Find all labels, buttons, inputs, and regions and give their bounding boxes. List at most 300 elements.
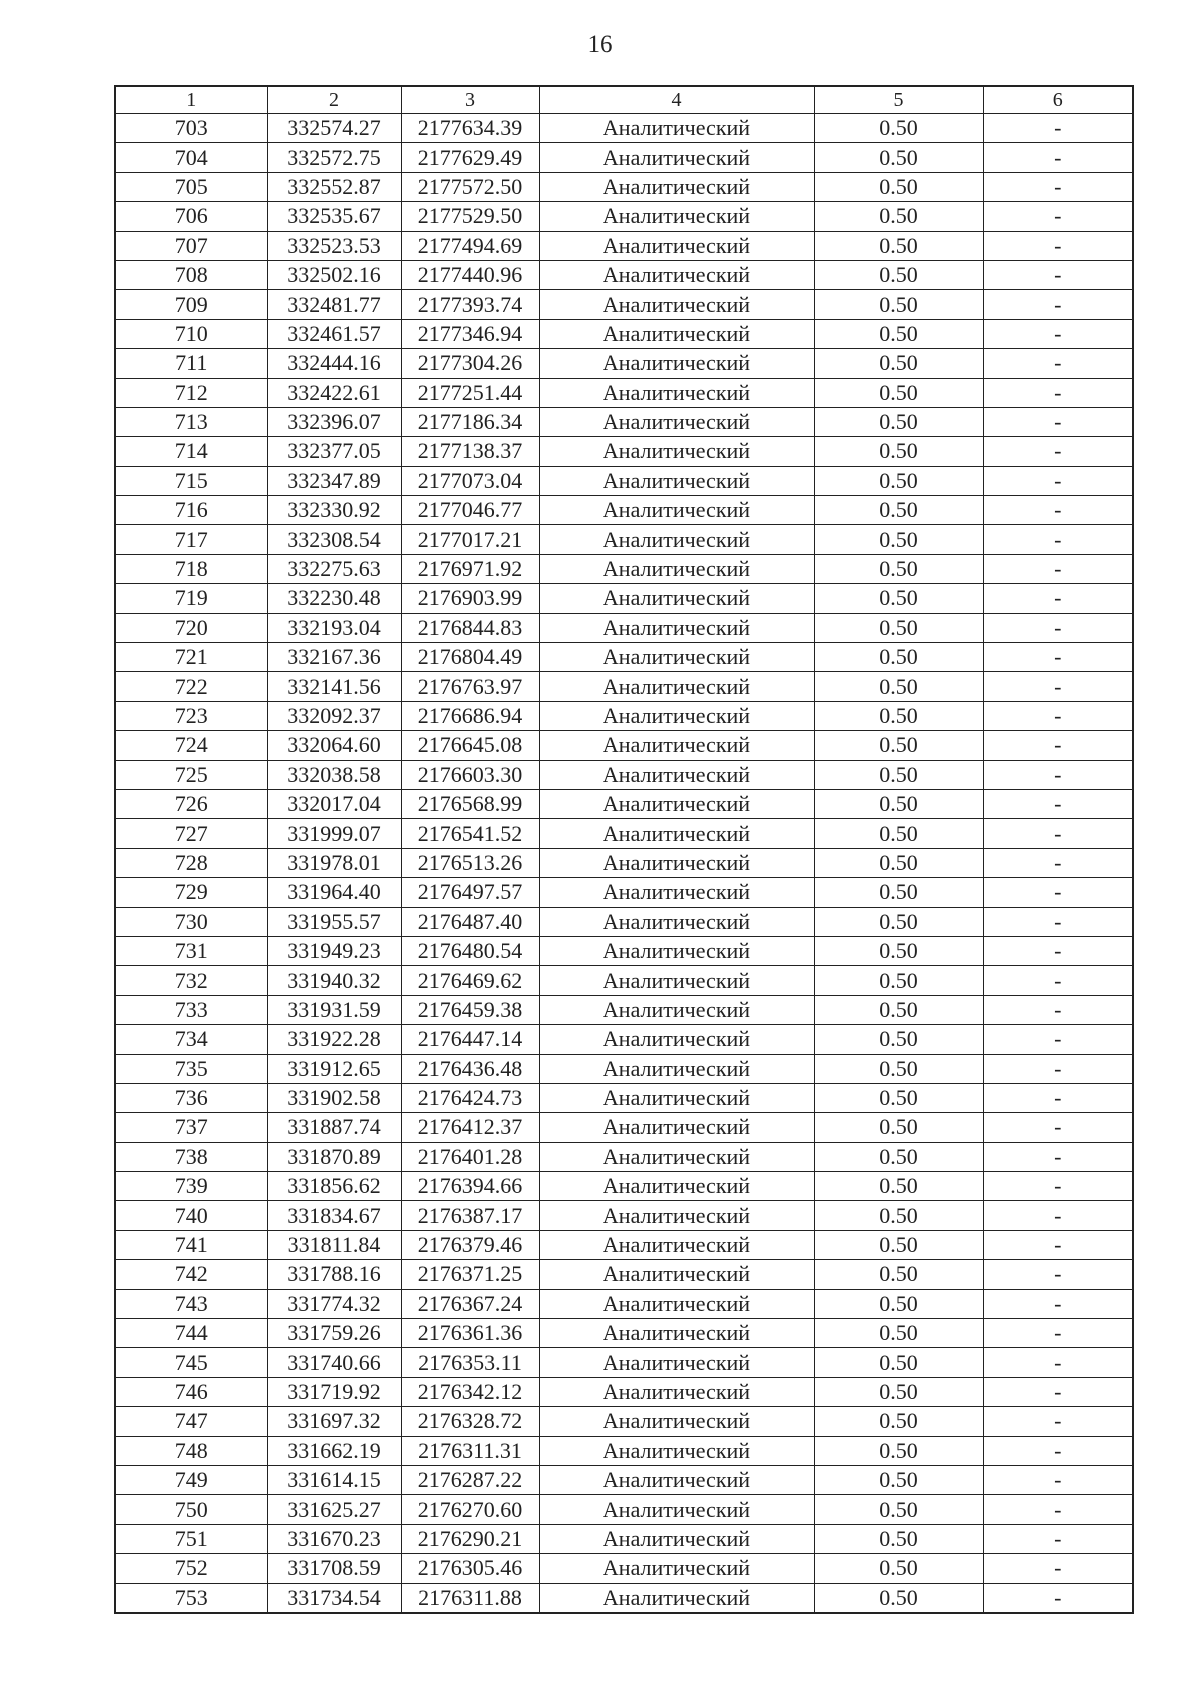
- accuracy-cell: 0.50: [814, 1230, 983, 1259]
- accuracy-cell: 0.50: [814, 1025, 983, 1054]
- x-coordinate-cell: 331719.92: [267, 1377, 401, 1406]
- accuracy-cell: 0.50: [814, 1407, 983, 1436]
- table-row: [115, 1201, 1133, 1230]
- point-number-cell: 736: [115, 1083, 267, 1112]
- method-cell: Аналитический: [539, 907, 814, 936]
- column-header-1: 1: [115, 86, 267, 114]
- accuracy-cell: 0.50: [814, 554, 983, 583]
- y-coordinate-cell: 2177440.96: [401, 260, 539, 289]
- description-cell: -: [983, 819, 1133, 848]
- table-body: [115, 114, 1133, 1613]
- y-coordinate-cell: 2177046.77: [401, 496, 539, 525]
- table-row: [115, 1377, 1133, 1406]
- method-cell: Аналитический: [539, 1083, 814, 1112]
- x-coordinate-cell: 332572.75: [267, 143, 401, 172]
- x-coordinate-cell: 331902.58: [267, 1083, 401, 1112]
- table-row: [115, 848, 1133, 877]
- description-cell: -: [983, 1289, 1133, 1318]
- table-row: [115, 349, 1133, 378]
- table-row: [115, 1495, 1133, 1524]
- point-number-cell: 737: [115, 1113, 267, 1142]
- accuracy-cell: 0.50: [814, 143, 983, 172]
- y-coordinate-cell: 2177186.34: [401, 407, 539, 436]
- description-cell: -: [983, 1083, 1133, 1112]
- point-number-cell: 714: [115, 437, 267, 466]
- point-number-cell: 750: [115, 1495, 267, 1524]
- table-row: [115, 1054, 1133, 1083]
- x-coordinate-cell: 332574.27: [267, 114, 401, 143]
- table-row: [115, 1348, 1133, 1377]
- accuracy-cell: 0.50: [814, 319, 983, 348]
- method-cell: Аналитический: [539, 378, 814, 407]
- table-row: [115, 995, 1133, 1024]
- table-row: [115, 114, 1133, 143]
- accuracy-cell: 0.50: [814, 407, 983, 436]
- accuracy-cell: 0.50: [814, 290, 983, 319]
- table-row: [115, 1289, 1133, 1318]
- y-coordinate-cell: 2176436.48: [401, 1054, 539, 1083]
- point-number-cell: 722: [115, 672, 267, 701]
- description-cell: -: [983, 760, 1133, 789]
- accuracy-cell: 0.50: [814, 172, 983, 201]
- point-number-cell: 748: [115, 1436, 267, 1465]
- accuracy-cell: 0.50: [814, 466, 983, 495]
- description-cell: -: [983, 701, 1133, 730]
- description-cell: -: [983, 643, 1133, 672]
- point-number-cell: 751: [115, 1524, 267, 1553]
- point-number-cell: 746: [115, 1377, 267, 1406]
- y-coordinate-cell: 2176379.46: [401, 1230, 539, 1259]
- accuracy-cell: 0.50: [814, 878, 983, 907]
- description-cell: -: [983, 1113, 1133, 1142]
- method-cell: Аналитический: [539, 437, 814, 466]
- y-coordinate-cell: 2176387.17: [401, 1201, 539, 1230]
- y-coordinate-cell: 2177393.74: [401, 290, 539, 319]
- method-cell: Аналитический: [539, 643, 814, 672]
- description-cell: -: [983, 936, 1133, 965]
- accuracy-cell: 0.50: [814, 643, 983, 672]
- page-number: 16: [587, 31, 613, 58]
- accuracy-cell: 0.50: [814, 114, 983, 143]
- column-header-5: 5: [814, 86, 983, 114]
- table-row: [115, 1524, 1133, 1553]
- x-coordinate-cell: 332017.04: [267, 789, 401, 818]
- method-cell: Аналитический: [539, 1319, 814, 1348]
- point-number-cell: 709: [115, 290, 267, 319]
- point-number-cell: 703: [115, 114, 267, 143]
- method-cell: Аналитический: [539, 613, 814, 642]
- table-row: [115, 1554, 1133, 1583]
- accuracy-cell: 0.50: [814, 1377, 983, 1406]
- x-coordinate-cell: 332275.63: [267, 554, 401, 583]
- method-cell: Аналитический: [539, 143, 814, 172]
- description-cell: -: [983, 731, 1133, 760]
- description-cell: -: [983, 319, 1133, 348]
- point-number-cell: 731: [115, 936, 267, 965]
- accuracy-cell: 0.50: [814, 1260, 983, 1289]
- y-coordinate-cell: 2177529.50: [401, 202, 539, 231]
- description-cell: -: [983, 1172, 1133, 1201]
- accuracy-cell: 0.50: [814, 1113, 983, 1142]
- description-cell: -: [983, 907, 1133, 936]
- method-cell: Аналитический: [539, 1407, 814, 1436]
- table-row: [115, 1230, 1133, 1259]
- x-coordinate-cell: 331774.32: [267, 1289, 401, 1318]
- description-cell: -: [983, 995, 1133, 1024]
- description-cell: -: [983, 1230, 1133, 1259]
- accuracy-cell: 0.50: [814, 1172, 983, 1201]
- method-cell: Аналитический: [539, 995, 814, 1024]
- accuracy-cell: 0.50: [814, 760, 983, 789]
- method-cell: Аналитический: [539, 731, 814, 760]
- x-coordinate-cell: 331940.32: [267, 966, 401, 995]
- point-number-cell: 740: [115, 1201, 267, 1230]
- x-coordinate-cell: 331856.62: [267, 1172, 401, 1201]
- description-cell: -: [983, 1495, 1133, 1524]
- description-cell: -: [983, 554, 1133, 583]
- point-number-cell: 724: [115, 731, 267, 760]
- accuracy-cell: 0.50: [814, 966, 983, 995]
- table-row: [115, 878, 1133, 907]
- x-coordinate-cell: 332347.89: [267, 466, 401, 495]
- y-coordinate-cell: 2176424.73: [401, 1083, 539, 1112]
- description-cell: -: [983, 202, 1133, 231]
- point-number-cell: 725: [115, 760, 267, 789]
- accuracy-cell: 0.50: [814, 202, 983, 231]
- y-coordinate-cell: 2176353.11: [401, 1348, 539, 1377]
- table-row: [115, 760, 1133, 789]
- x-coordinate-cell: 331625.27: [267, 1495, 401, 1524]
- y-coordinate-cell: 2176328.72: [401, 1407, 539, 1436]
- table-row: [115, 466, 1133, 495]
- table-row: [115, 1260, 1133, 1289]
- description-cell: -: [983, 1319, 1133, 1348]
- accuracy-cell: 0.50: [814, 1554, 983, 1583]
- method-cell: Аналитический: [539, 1348, 814, 1377]
- y-coordinate-cell: 2176361.36: [401, 1319, 539, 1348]
- point-number-cell: 735: [115, 1054, 267, 1083]
- point-number-cell: 721: [115, 643, 267, 672]
- accuracy-cell: 0.50: [814, 1083, 983, 1112]
- table-row: [115, 1083, 1133, 1112]
- table-row: [115, 1025, 1133, 1054]
- column-header-2: 2: [267, 86, 401, 114]
- x-coordinate-cell: 331887.74: [267, 1113, 401, 1142]
- y-coordinate-cell: 2176541.52: [401, 819, 539, 848]
- table-row: [115, 1436, 1133, 1465]
- y-coordinate-cell: 2177494.69: [401, 231, 539, 260]
- point-number-cell: 727: [115, 819, 267, 848]
- point-number-cell: 707: [115, 231, 267, 260]
- method-cell: Аналитический: [539, 789, 814, 818]
- description-cell: -: [983, 466, 1133, 495]
- table-row: [115, 1465, 1133, 1494]
- x-coordinate-cell: 331734.54: [267, 1583, 401, 1613]
- x-coordinate-cell: 332064.60: [267, 731, 401, 760]
- y-coordinate-cell: 2176371.25: [401, 1260, 539, 1289]
- method-cell: Аналитический: [539, 466, 814, 495]
- x-coordinate-cell: 331740.66: [267, 1348, 401, 1377]
- description-cell: -: [983, 378, 1133, 407]
- point-number-cell: 744: [115, 1319, 267, 1348]
- header-row: [115, 86, 1133, 114]
- description-cell: -: [983, 1436, 1133, 1465]
- table-row: [115, 290, 1133, 319]
- x-coordinate-cell: 332502.16: [267, 260, 401, 289]
- description-cell: -: [983, 848, 1133, 877]
- accuracy-cell: 0.50: [814, 701, 983, 730]
- point-number-cell: 730: [115, 907, 267, 936]
- point-number-cell: 749: [115, 1465, 267, 1494]
- method-cell: Аналитический: [539, 1054, 814, 1083]
- table-row: [115, 1407, 1133, 1436]
- y-coordinate-cell: 2176497.57: [401, 878, 539, 907]
- y-coordinate-cell: 2176513.26: [401, 848, 539, 877]
- table-row: [115, 143, 1133, 172]
- method-cell: Аналитический: [539, 1142, 814, 1171]
- description-cell: -: [983, 437, 1133, 466]
- accuracy-cell: 0.50: [814, 731, 983, 760]
- y-coordinate-cell: 2176459.38: [401, 995, 539, 1024]
- table-row: [115, 1142, 1133, 1171]
- accuracy-cell: 0.50: [814, 907, 983, 936]
- method-cell: Аналитический: [539, 1377, 814, 1406]
- point-number-cell: 708: [115, 260, 267, 289]
- x-coordinate-cell: 332141.56: [267, 672, 401, 701]
- x-coordinate-cell: 332038.58: [267, 760, 401, 789]
- point-number-cell: 739: [115, 1172, 267, 1201]
- y-coordinate-cell: 2177138.37: [401, 437, 539, 466]
- accuracy-cell: 0.50: [814, 496, 983, 525]
- y-coordinate-cell: 2176804.49: [401, 643, 539, 672]
- description-cell: -: [983, 1583, 1133, 1613]
- y-coordinate-cell: 2176394.66: [401, 1172, 539, 1201]
- method-cell: Аналитический: [539, 1436, 814, 1465]
- point-number-cell: 705: [115, 172, 267, 201]
- method-cell: Аналитический: [539, 966, 814, 995]
- method-cell: Аналитический: [539, 1230, 814, 1259]
- accuracy-cell: 0.50: [814, 1201, 983, 1230]
- table-row: [115, 1319, 1133, 1348]
- column-header-4: 4: [539, 86, 814, 114]
- accuracy-cell: 0.50: [814, 260, 983, 289]
- table-header: [115, 86, 1133, 114]
- description-cell: -: [983, 1348, 1133, 1377]
- method-cell: Аналитический: [539, 760, 814, 789]
- y-coordinate-cell: 2176401.28: [401, 1142, 539, 1171]
- description-cell: -: [983, 260, 1133, 289]
- x-coordinate-cell: 331870.89: [267, 1142, 401, 1171]
- accuracy-cell: 0.50: [814, 672, 983, 701]
- accuracy-cell: 0.50: [814, 1319, 983, 1348]
- point-number-cell: 753: [115, 1583, 267, 1613]
- y-coordinate-cell: 2177017.21: [401, 525, 539, 554]
- table-row: [115, 584, 1133, 613]
- x-coordinate-cell: 331708.59: [267, 1554, 401, 1583]
- y-coordinate-cell: 2177634.39: [401, 114, 539, 143]
- table-row: [115, 731, 1133, 760]
- coordinates-table: [114, 85, 1134, 1614]
- x-coordinate-cell: 332330.92: [267, 496, 401, 525]
- x-coordinate-cell: 331955.57: [267, 907, 401, 936]
- description-cell: -: [983, 878, 1133, 907]
- column-header-6: 6: [983, 86, 1133, 114]
- point-number-cell: 712: [115, 378, 267, 407]
- method-cell: Аналитический: [539, 202, 814, 231]
- description-cell: -: [983, 525, 1133, 554]
- column-header-3: 3: [401, 86, 539, 114]
- x-coordinate-cell: 331922.28: [267, 1025, 401, 1054]
- method-cell: Аналитический: [539, 1201, 814, 1230]
- y-coordinate-cell: 2176311.31: [401, 1436, 539, 1465]
- table-row: [115, 672, 1133, 701]
- y-coordinate-cell: 2177251.44: [401, 378, 539, 407]
- point-number-cell: 732: [115, 966, 267, 995]
- accuracy-cell: 0.50: [814, 613, 983, 642]
- accuracy-cell: 0.50: [814, 584, 983, 613]
- description-cell: -: [983, 1407, 1133, 1436]
- x-coordinate-cell: 332396.07: [267, 407, 401, 436]
- method-cell: Аналитический: [539, 231, 814, 260]
- point-number-cell: 742: [115, 1260, 267, 1289]
- description-cell: -: [983, 672, 1133, 701]
- accuracy-cell: 0.50: [814, 525, 983, 554]
- description-cell: -: [983, 1554, 1133, 1583]
- point-number-cell: 716: [115, 496, 267, 525]
- accuracy-cell: 0.50: [814, 1583, 983, 1613]
- y-coordinate-cell: 2176290.21: [401, 1524, 539, 1553]
- method-cell: Аналитический: [539, 1289, 814, 1318]
- table-row: [115, 701, 1133, 730]
- method-cell: Аналитический: [539, 936, 814, 965]
- accuracy-cell: 0.50: [814, 1348, 983, 1377]
- table-row: [115, 407, 1133, 436]
- x-coordinate-cell: 332481.77: [267, 290, 401, 319]
- accuracy-cell: 0.50: [814, 1436, 983, 1465]
- description-cell: -: [983, 1465, 1133, 1494]
- x-coordinate-cell: 331834.67: [267, 1201, 401, 1230]
- method-cell: Аналитический: [539, 554, 814, 583]
- x-coordinate-cell: 331949.23: [267, 936, 401, 965]
- method-cell: Аналитический: [539, 1554, 814, 1583]
- y-coordinate-cell: 2176342.12: [401, 1377, 539, 1406]
- table-row: [115, 319, 1133, 348]
- description-cell: -: [983, 349, 1133, 378]
- description-cell: -: [983, 143, 1133, 172]
- point-number-cell: 733: [115, 995, 267, 1024]
- y-coordinate-cell: 2176412.37: [401, 1113, 539, 1142]
- method-cell: Аналитический: [539, 1113, 814, 1142]
- description-cell: -: [983, 1201, 1133, 1230]
- x-coordinate-cell: 332552.87: [267, 172, 401, 201]
- x-coordinate-cell: 332167.36: [267, 643, 401, 672]
- method-cell: Аналитический: [539, 114, 814, 143]
- x-coordinate-cell: 332193.04: [267, 613, 401, 642]
- method-cell: Аналитический: [539, 584, 814, 613]
- table-row: [115, 437, 1133, 466]
- y-coordinate-cell: 2176311.88: [401, 1583, 539, 1613]
- accuracy-cell: 0.50: [814, 1289, 983, 1318]
- y-coordinate-cell: 2176603.30: [401, 760, 539, 789]
- table-row: [115, 1172, 1133, 1201]
- y-coordinate-cell: 2177572.50: [401, 172, 539, 201]
- method-cell: Аналитический: [539, 496, 814, 525]
- point-number-cell: 743: [115, 1289, 267, 1318]
- method-cell: Аналитический: [539, 172, 814, 201]
- x-coordinate-cell: 332308.54: [267, 525, 401, 554]
- x-coordinate-cell: 331662.19: [267, 1436, 401, 1465]
- method-cell: Аналитический: [539, 701, 814, 730]
- y-coordinate-cell: 2176305.46: [401, 1554, 539, 1583]
- table-row: [115, 643, 1133, 672]
- point-number-cell: 711: [115, 349, 267, 378]
- x-coordinate-cell: 331811.84: [267, 1230, 401, 1259]
- x-coordinate-cell: 332377.05: [267, 437, 401, 466]
- method-cell: Аналитический: [539, 1172, 814, 1201]
- method-cell: Аналитический: [539, 1495, 814, 1524]
- table-row: [115, 1113, 1133, 1142]
- point-number-cell: 706: [115, 202, 267, 231]
- description-cell: -: [983, 1025, 1133, 1054]
- table-row: [115, 966, 1133, 995]
- description-cell: -: [983, 114, 1133, 143]
- point-number-cell: 715: [115, 466, 267, 495]
- description-cell: -: [983, 407, 1133, 436]
- method-cell: Аналитический: [539, 1260, 814, 1289]
- description-cell: -: [983, 231, 1133, 260]
- description-cell: -: [983, 1524, 1133, 1553]
- method-cell: Аналитический: [539, 319, 814, 348]
- y-coordinate-cell: 2176480.54: [401, 936, 539, 965]
- point-number-cell: 741: [115, 1230, 267, 1259]
- method-cell: Аналитический: [539, 672, 814, 701]
- point-number-cell: 710: [115, 319, 267, 348]
- method-cell: Аналитический: [539, 878, 814, 907]
- x-coordinate-cell: 331759.26: [267, 1319, 401, 1348]
- method-cell: Аналитический: [539, 260, 814, 289]
- description-cell: -: [983, 1260, 1133, 1289]
- method-cell: Аналитический: [539, 1583, 814, 1613]
- table-row: [115, 378, 1133, 407]
- y-coordinate-cell: 2176686.94: [401, 701, 539, 730]
- x-coordinate-cell: 331912.65: [267, 1054, 401, 1083]
- point-number-cell: 723: [115, 701, 267, 730]
- accuracy-cell: 0.50: [814, 1495, 983, 1524]
- description-cell: -: [983, 613, 1133, 642]
- y-coordinate-cell: 2176487.40: [401, 907, 539, 936]
- x-coordinate-cell: 332092.37: [267, 701, 401, 730]
- x-coordinate-cell: 331697.32: [267, 1407, 401, 1436]
- point-number-cell: 734: [115, 1025, 267, 1054]
- y-coordinate-cell: 2177629.49: [401, 143, 539, 172]
- point-number-cell: 726: [115, 789, 267, 818]
- y-coordinate-cell: 2176844.83: [401, 613, 539, 642]
- y-coordinate-cell: 2176270.60: [401, 1495, 539, 1524]
- point-number-cell: 728: [115, 848, 267, 877]
- point-number-cell: 729: [115, 878, 267, 907]
- table-row: [115, 907, 1133, 936]
- table-row: [115, 819, 1133, 848]
- method-cell: Аналитический: [539, 407, 814, 436]
- accuracy-cell: 0.50: [814, 1465, 983, 1494]
- description-cell: -: [983, 966, 1133, 995]
- point-number-cell: 747: [115, 1407, 267, 1436]
- x-coordinate-cell: 332422.61: [267, 378, 401, 407]
- accuracy-cell: 0.50: [814, 1524, 983, 1553]
- table-row: [115, 202, 1133, 231]
- table-row: [115, 789, 1133, 818]
- method-cell: Аналитический: [539, 1465, 814, 1494]
